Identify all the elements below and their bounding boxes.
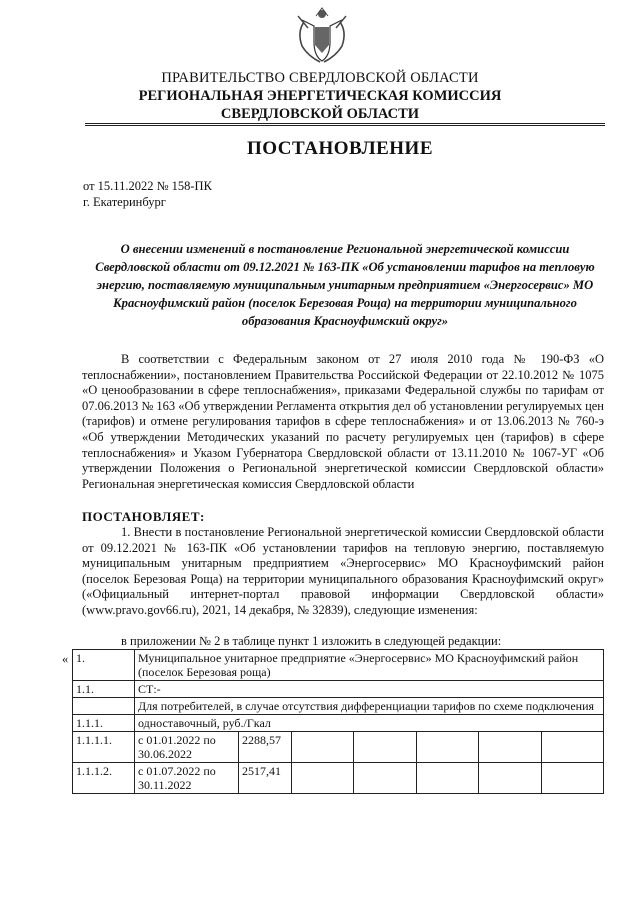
commission-name: РЕГИОНАЛЬНАЯ ЭНЕРГЕТИЧЕСКАЯ КОМИССИЯ bbox=[138, 88, 502, 104]
empty-cell bbox=[479, 763, 541, 794]
tariff-table bbox=[72, 649, 604, 794]
resolves-heading: ПОСТАНОВЛЯЕТ: bbox=[82, 509, 205, 524]
period-cell: с 01.01.2022 по 30.06.2022 bbox=[135, 732, 239, 763]
row-text: Для потребителей, в случае отсутствия дифференциации тарифов по схеме подключения bbox=[135, 698, 604, 715]
header-rule-2 bbox=[85, 125, 605, 126]
row-text: Муниципальное унитарное предприятие «Энергосервис» МО Красноуфимский район (поселок Березовая роща) bbox=[135, 650, 604, 681]
table-row bbox=[73, 715, 604, 732]
empty-cell bbox=[416, 763, 478, 794]
tariff-value: 2517,41 bbox=[239, 763, 292, 794]
document-city: г. Екатеринбург bbox=[83, 195, 166, 209]
tariff-value: 2288,57 bbox=[239, 732, 292, 763]
empty-cell bbox=[354, 732, 416, 763]
table-row bbox=[73, 698, 604, 715]
table-row bbox=[73, 763, 604, 794]
table-row bbox=[73, 732, 604, 763]
empty-cell bbox=[416, 732, 478, 763]
period-cell: с 01.07.2022 по 30.11.2022 bbox=[135, 763, 239, 794]
clause-1-paragraph: 1. Внести в постановление Региональной энергетической комиссии Свердловской области от 09.12.2021 № 163-ПК «Об установлении тарифов на тепловую энергию, поставляемую муниципальным унитарным предприятием «Энергосервис» МО Красноуфимский район (поселок Березовая Роща) на территории муниципального образования Красноуфимский округ» («Официальный интернет-портал правовой информации Свердловской области» (www.pravo.gov66.ru), 2021, 14 декабря, № 32839), следующие изменения: bbox=[82, 525, 604, 617]
row-text: одноставочный, руб./Гкал bbox=[135, 715, 604, 732]
table-row bbox=[73, 681, 604, 698]
empty-cell bbox=[479, 732, 541, 763]
row-number: 1.1.1. bbox=[73, 715, 135, 732]
preamble-paragraph: В соответствии с Федеральным законом от 27 июля 2010 года № 190-ФЗ «О теплоснабжении», постановлением Правительства Российской Федерации от 22.10.2012 № 1075 «О ценообразовании в сфере теплоснабжения», приказами Федеральной службы по тарифам от 07.06.2013 № 163 «Об утверждении Регламента открытия дел об установлении регулируемых цен (тарифов) и отмене регулирования тарифов в сфере теплоснабжения» и от 13.06.2013 № 760-э «Об утверждении Методических указаний по расчету регулируемых цен (тарифов) в сфере теплоснабжения» и Указом Губернатора Свердловской области от 13.11.2010 № 1067-УГ «Об утверждении Положения о Региональной энергетической комиссии Свердловской области» Региональная энергетическая комиссия Свердловской области bbox=[82, 352, 604, 491]
row-number: 1. bbox=[73, 650, 135, 681]
empty-cell bbox=[292, 732, 354, 763]
amendment-intro: в приложении № 2 в таблице пункт 1 изложить в следующей редакции: bbox=[121, 634, 502, 648]
header-rule bbox=[85, 123, 605, 124]
document-date-number: от 15.11.2022 № 158-ПК bbox=[83, 179, 212, 193]
opening-quote: « bbox=[62, 652, 69, 666]
row-number: 1.1. bbox=[73, 681, 135, 698]
empty-cell bbox=[541, 763, 603, 794]
table-row bbox=[73, 650, 604, 681]
government-name: ПРАВИТЕЛЬСТВО СВЕРДЛОВСКОЙ ОБЛАСТИ bbox=[161, 70, 479, 86]
row-number: 1.1.1.2. bbox=[73, 763, 135, 794]
empty-cell bbox=[541, 732, 603, 763]
coat-of-arms-icon bbox=[294, 6, 350, 64]
empty-cell bbox=[354, 763, 416, 794]
region-name: СВЕРДЛОВСКОЙ ОБЛАСТИ bbox=[220, 106, 420, 122]
row-number: 1.1.1.1. bbox=[73, 732, 135, 763]
document-subject: О внесении изменений в постановление Региональной энергетической комиссии Свердловской области от 09.12.2021 № 163-ПК «Об установлении тарифов на тепловую энергию, поставляемую муниципальным унитарным предприятием «Энергосервис» МО Красноуфимский район (поселок Березовая Роща) на территории муниципального образования Красноуфимский округ» bbox=[95, 242, 595, 328]
row-number bbox=[73, 698, 135, 715]
empty-cell bbox=[292, 763, 354, 794]
document-title: ПОСТАНОВЛЕНИЕ bbox=[246, 138, 434, 159]
row-text: СТ:- bbox=[135, 681, 604, 698]
